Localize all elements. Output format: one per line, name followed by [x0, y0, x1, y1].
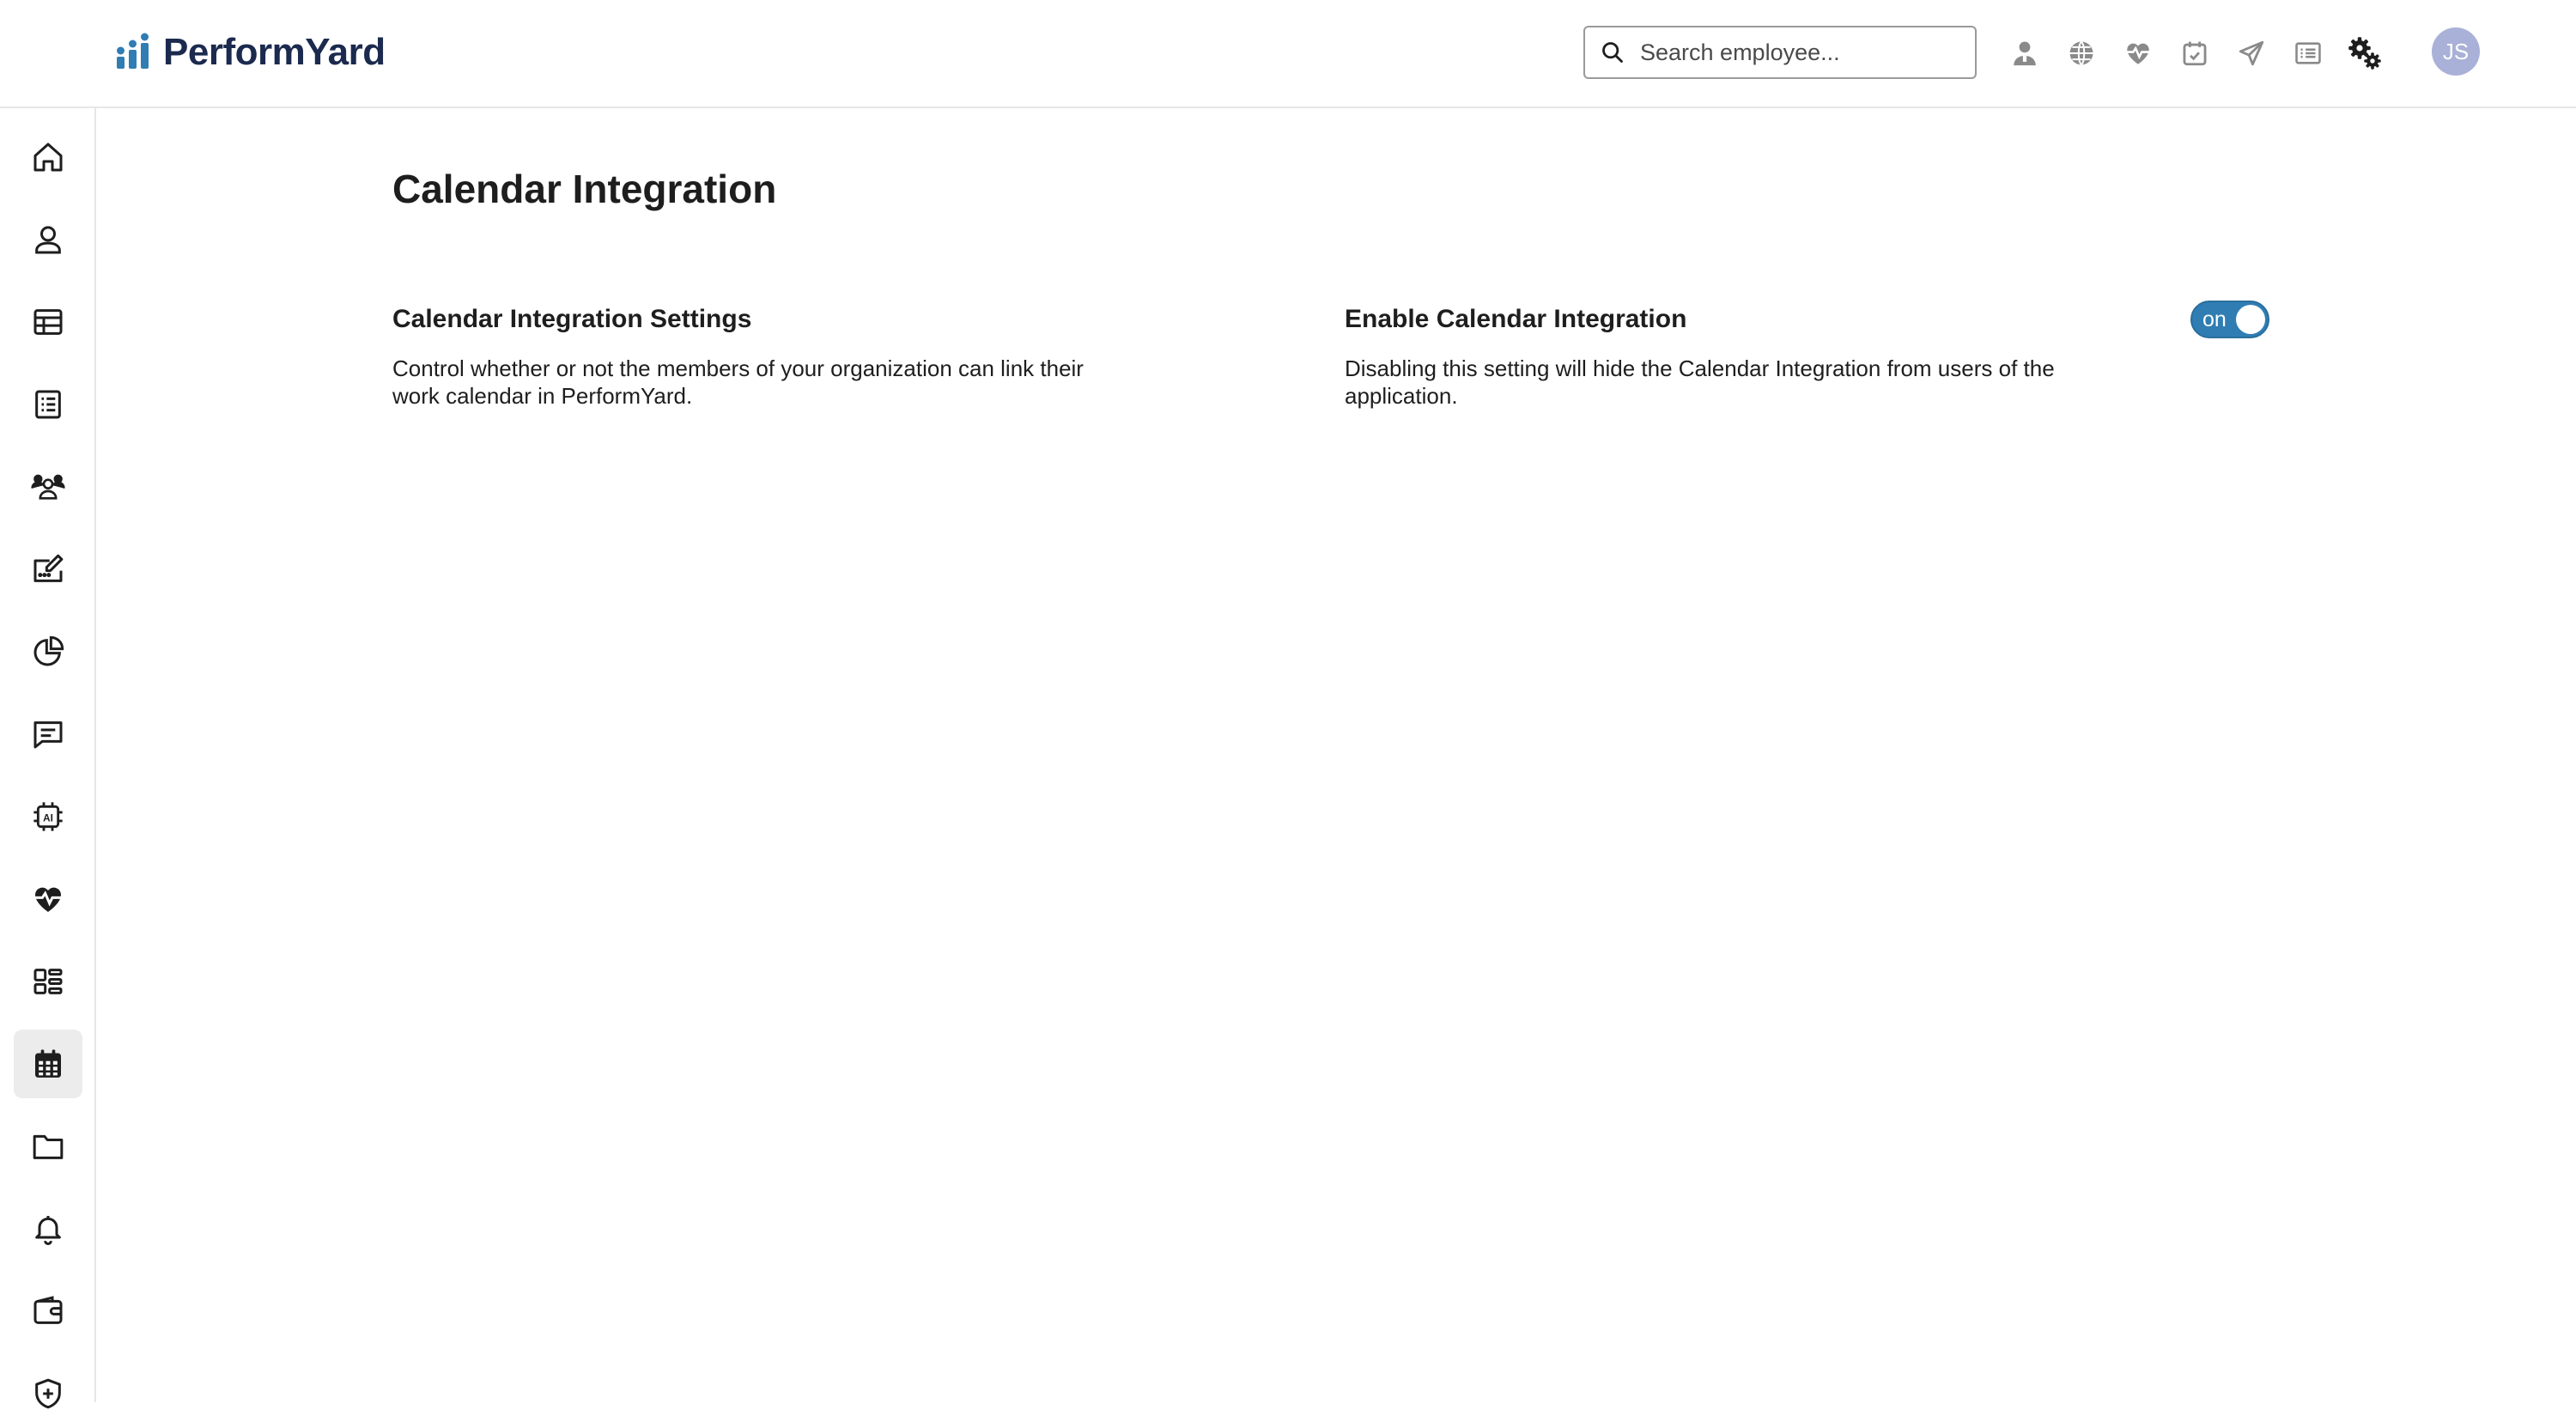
settings-section-description: Control whether or not the members of your organization can link their work calendar in PerformYard. — [392, 355, 1084, 409]
sidebar-item-checklist[interactable] — [14, 370, 82, 439]
people-directory-button[interactable] — [2006, 34, 2044, 72]
checklist-icon — [31, 387, 65, 422]
sidebar-item-wellbeing[interactable] — [14, 865, 82, 933]
list-icon — [2293, 39, 2323, 68]
sidebar — [0, 108, 96, 1402]
heart-pulse-icon — [2123, 39, 2153, 68]
person-icon — [2010, 39, 2039, 68]
edit-card-icon — [31, 552, 65, 586]
calendar-check-button[interactable] — [2176, 34, 2214, 72]
gears-icon — [2347, 35, 2383, 71]
search-box[interactable] — [1583, 26, 1977, 79]
calendar-check-icon — [2180, 39, 2209, 68]
calendar-icon — [31, 1047, 65, 1081]
dashboard-icon — [31, 964, 65, 999]
toggle-label: on — [2202, 307, 2227, 331]
sidebar-item-reports[interactable] — [14, 617, 82, 686]
bell-icon — [31, 1212, 65, 1246]
enable-calendar-title: Enable Calendar Integration — [1345, 305, 1687, 333]
home-icon — [31, 140, 65, 174]
comment-icon — [31, 717, 65, 751]
globe-icon — [2067, 39, 2096, 68]
sidebar-item-feedback[interactable] — [14, 700, 82, 769]
heart-pulse-icon — [31, 882, 65, 916]
settings-section-title: Calendar Integration Settings — [392, 305, 752, 333]
toggle-knob — [2236, 305, 2265, 334]
search-input[interactable] — [1638, 39, 1965, 67]
sidebar-item-team[interactable] — [14, 453, 82, 521]
sidebar-item-ai[interactable] — [14, 782, 82, 851]
sidebar-item-dashboard[interactable] — [14, 947, 82, 1016]
user-avatar[interactable]: JS — [2432, 27, 2480, 76]
list-button[interactable] — [2289, 34, 2327, 72]
global-button[interactable] — [2063, 34, 2100, 72]
team-icon — [31, 470, 65, 504]
send-button[interactable] — [2233, 34, 2270, 72]
wellbeing-button[interactable] — [2119, 34, 2157, 72]
table-icon — [31, 305, 65, 339]
sidebar-item-home[interactable] — [14, 123, 82, 191]
brand-logo[interactable] — [115, 31, 386, 74]
sidebar-item-calendar[interactable] — [14, 1030, 82, 1098]
sidebar-item-notifications[interactable] — [14, 1194, 82, 1263]
enable-calendar-toggle[interactable] — [2190, 301, 2269, 338]
search-icon — [1601, 40, 1625, 64]
sidebar-item-security[interactable] — [14, 1359, 82, 1428]
folder-icon — [31, 1129, 65, 1164]
svg-text:AI: AI — [43, 812, 53, 824]
logo-bars-icon — [115, 33, 156, 72]
sidebar-item-documents[interactable] — [14, 1112, 82, 1181]
top-bar — [0, 0, 2576, 108]
sidebar-item-reviews[interactable] — [14, 535, 82, 604]
send-icon — [2237, 39, 2266, 68]
pie-chart-icon — [31, 635, 65, 669]
header-icons — [2006, 32, 2403, 75]
settings-button[interactable] — [2346, 34, 2384, 72]
ai-chip-icon — [31, 799, 65, 834]
person-icon — [31, 222, 65, 257]
shield-plus-icon — [31, 1376, 65, 1411]
brand-name: PerformYard — [163, 31, 386, 73]
enable-calendar-description: Disabling this setting will hide the Calendar Integration from users of the application. — [1345, 355, 2055, 409]
sidebar-item-people[interactable] — [14, 205, 82, 274]
sidebar-item-table[interactable] — [14, 288, 82, 356]
wallet-icon — [31, 1294, 65, 1328]
sidebar-item-wallet[interactable] — [14, 1277, 82, 1346]
page-title: Calendar Integration — [392, 167, 777, 211]
